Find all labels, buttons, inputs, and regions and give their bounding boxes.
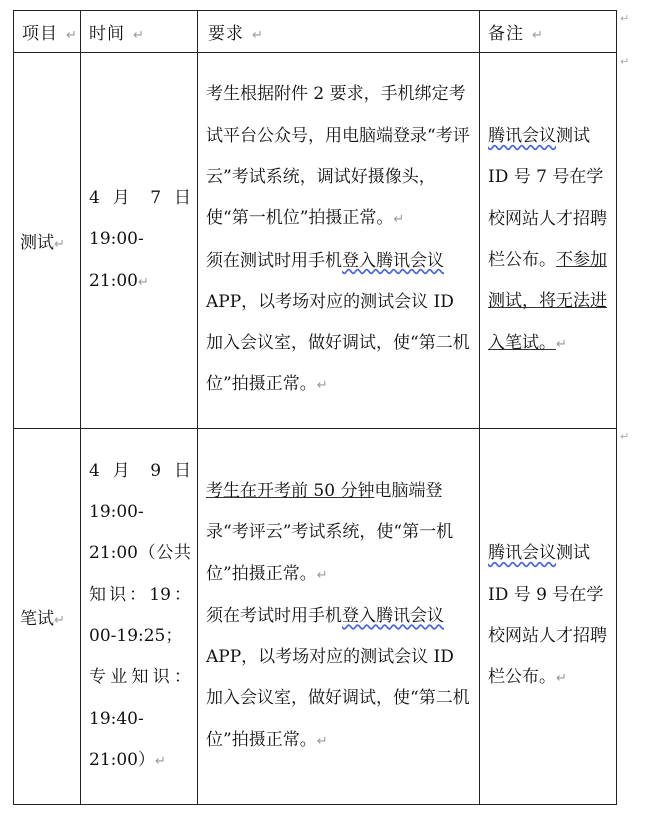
row-exam-requirement [198,429,480,805]
row-test-note: 腾讯会议测试 ID 号 7 号在学校网站人才招聘栏公布。不参加测试，将无法进入笔试。↵ [480,53,617,429]
table-row-written-exam [14,429,617,805]
header-project: 项目 ↵ [14,11,81,53]
row-test-project: 测试↵ [14,53,81,429]
row-test-req-para-1: 考生根据附件 2 要求，手机绑定考试平台公众号，用电脑端登录“考评云”考试系统，调试好摄像头，使“第一机位”拍摄正常。↵ [206,84,470,229]
row-test-req-para-2: 须在测试时用手机登入腾讯会议 APP，以考场对应的测试会议 ID 加入会议室，做好调试，使“第二机位”拍摄正常。↵ [206,250,470,395]
row-exam-req-para-1: 考生在开考前 50 分钟电脑端登录“考评云”考试系统，使“第一机位”拍摄正常。↵ [206,480,454,584]
row-exam-req-para-2: 须在考试时用手机登入腾讯会议 APP，以考场对应的测试会议 ID 加入会议室，做好调试，使“第二机位”拍摄正常。↵ [206,605,470,750]
row-exam-project: 笔试↵ [14,429,81,805]
header-time: 时间 ↵ [81,11,198,53]
end-of-row-mark-1: ↵ [620,12,630,25]
row-exam-note: 腾讯会议测试 ID 号 9 号在学校网站人才招聘栏公布。↵ [480,429,617,805]
exam-schedule-table [13,10,617,805]
row-test-time: 4 月 7 日 19:00-21:00↵ [81,53,198,429]
row-test-requirement [198,53,480,429]
table-header-row [14,11,617,53]
end-of-row-mark-2: ↵ [620,55,630,68]
header-requirement: 要求 ↵ [198,11,480,53]
table-row-test [14,53,617,429]
header-note: 备注 ↵ [480,11,617,53]
end-of-row-mark-3: ↵ [620,430,630,443]
row-exam-time: 4 月 9 日 19:00-21:00（公共知识：19：00-19:25；专业知识：19:40-21:00）↵ [81,429,198,805]
